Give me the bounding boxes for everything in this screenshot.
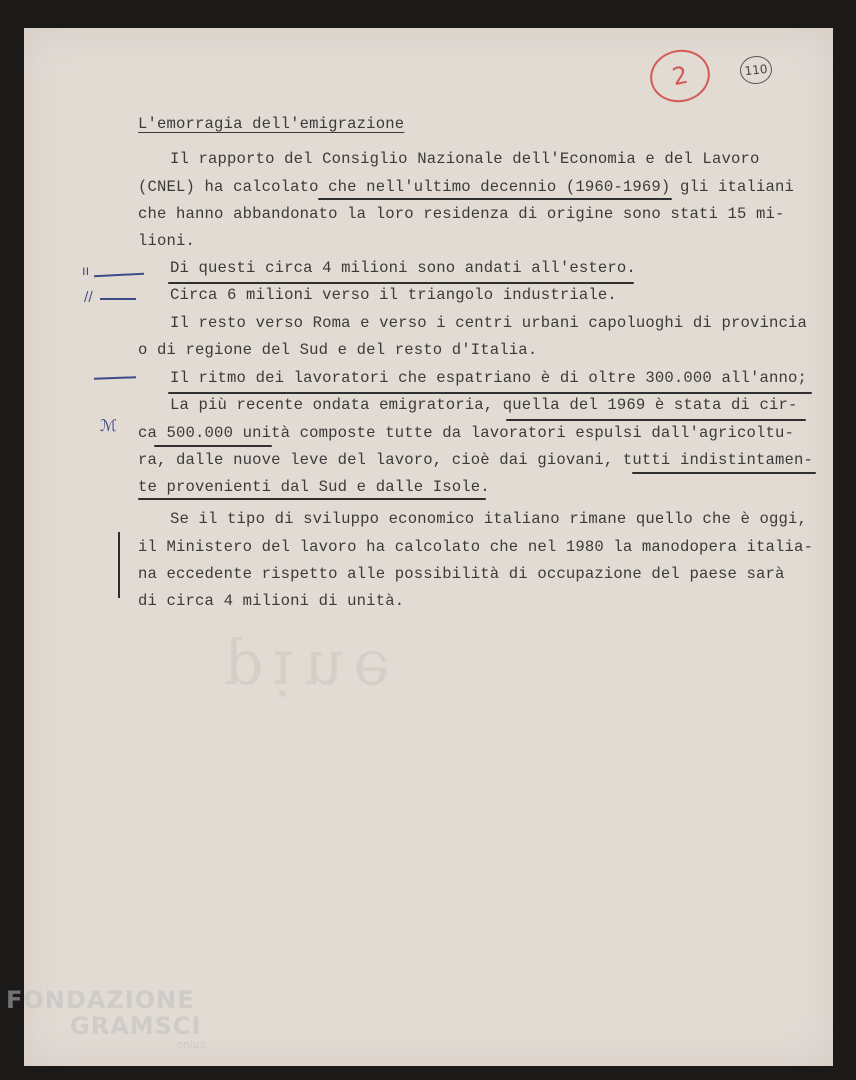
text-line: che hanno abbandonato la loro residenza di origine sono stati 15 mi- <box>138 205 785 223</box>
text-line: te provenienti dal Sud e dalle Isole. <box>138 478 490 496</box>
margin-scribble-icon: ℳ <box>100 416 118 435</box>
text-line: o di regione del Sud e del resto d'Italia. <box>138 341 538 359</box>
text-line: Di questi circa 4 milioni sono andati all'estero. <box>170 259 636 277</box>
document-page <box>24 28 833 1066</box>
text-line: Il resto verso Roma e verso i centri urbani capoluoghi di provincia <box>170 314 808 332</box>
text-line: lioni. <box>138 232 196 250</box>
text-line: ra, dalle nuove leve del lavoro, cioè dai giovani, tutti indistintamen- <box>138 451 814 469</box>
margin-tick-icon: ıı <box>82 264 90 279</box>
text-line: (CNEL) ha calcolato che nell'ultimo decennio (1960-1969) gli italiani <box>138 178 795 196</box>
text-line: ca 500.000 unità composte tutte da lavoratori espulsi dall'agricoltu- <box>138 424 795 442</box>
margin-line-mark <box>100 298 136 300</box>
bleed-through-text: ǝuᴉd <box>214 626 391 699</box>
handwritten-underline <box>506 419 806 421</box>
text-line: Il rapporto del Consiglio Nazionale dell'Economia e del Lavoro <box>170 150 760 168</box>
margin-line-mark <box>94 273 144 277</box>
text-line: Circa 6 milioni verso il triangolo industriale. <box>170 286 617 304</box>
text-line: Se il tipo di sviluppo economico italiano rimane quello che è oggi, <box>170 510 808 528</box>
text-line: di circa 4 milioni di unità. <box>138 592 405 610</box>
handwritten-underline <box>318 198 672 200</box>
document-title: L'emorragia dell'emigrazione <box>138 115 405 133</box>
margin-line-mark <box>94 376 136 379</box>
handwritten-underline <box>632 472 816 474</box>
text-line: La più recente ondata emigratoria, quella del 1969 è stata di cir- <box>170 396 798 414</box>
page-number-stamp: 110 <box>739 54 774 85</box>
text-line: Il ritmo dei lavoratori che espatriano è di oltre 300.000 all'anno; <box>170 369 808 387</box>
handwritten-underline <box>168 282 634 284</box>
margin-tick-icon: // <box>84 290 93 305</box>
handwritten-underline <box>168 392 812 394</box>
handwritten-underline <box>138 498 486 500</box>
circled-number-annotation: 2 <box>645 44 715 107</box>
archive-watermark-logo: FONDAZIONE GRAMSCI onlus <box>6 986 206 1051</box>
text-line: il Ministero del lavoro ha calcolato che nel 1980 la manodopera italia- <box>138 538 814 556</box>
handwritten-underline <box>154 445 272 447</box>
margin-vertical-bar <box>118 532 120 598</box>
text-line: na eccedente rispetto alle possibilità di occupazione del paese sarà <box>138 565 785 583</box>
